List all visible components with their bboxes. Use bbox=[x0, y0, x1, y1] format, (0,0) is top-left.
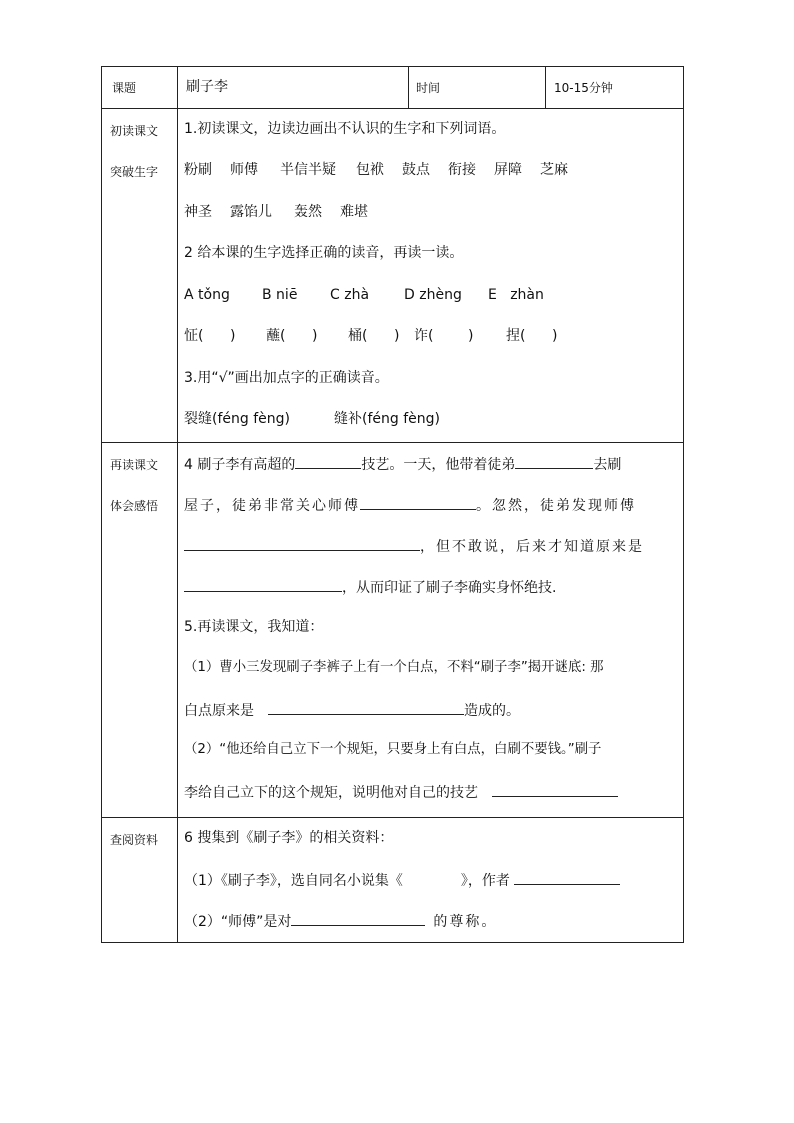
time-value: 10-15分钟 bbox=[554, 81, 613, 95]
close-paren: ) bbox=[230, 328, 236, 344]
vocab-row-2 bbox=[184, 202, 368, 222]
q4-text: 4 刷子李有高超的 bbox=[184, 457, 296, 473]
section1-content bbox=[178, 109, 683, 442]
vocab-word: 粉刷 bbox=[184, 162, 212, 178]
pinyin-option: D zhèng bbox=[404, 287, 462, 303]
char-item: 桶( bbox=[348, 328, 368, 344]
q5-text: 李给自己立下的这个规矩，说明他对自己的技艺 bbox=[184, 785, 478, 801]
answer-blank[interactable] bbox=[295, 453, 361, 469]
section2-label-line1: 再读课文 bbox=[110, 458, 159, 472]
q3-item: 缝补(féng fèng) bbox=[334, 411, 440, 427]
column-divider bbox=[545, 67, 546, 108]
section1-label-line1: 初读课文 bbox=[110, 124, 159, 138]
q6-text: （1）《刷子李》，选自同名小说集《 bbox=[184, 873, 403, 889]
vocab-word: 芝麻 bbox=[540, 162, 568, 178]
q4-text: ，但不敢说，后来才知道原来是 bbox=[420, 539, 644, 555]
answer-blank[interactable] bbox=[514, 869, 620, 885]
section2-content bbox=[178, 443, 683, 817]
close-paren: ) bbox=[552, 328, 558, 344]
q5-text: 白点原来是 bbox=[184, 703, 254, 719]
question-6: 6 搜集到《刷子李》的相关资料： bbox=[184, 830, 394, 846]
answer-blank[interactable] bbox=[184, 535, 420, 551]
section1-label-line2: 突破生字 bbox=[110, 165, 159, 179]
vocab-word: 难堪 bbox=[340, 204, 368, 220]
question-2: 2 给本课的生字选择正确的读音，再读一读。 bbox=[184, 245, 464, 261]
section3-content bbox=[178, 818, 683, 942]
pinyin-options bbox=[184, 285, 544, 305]
vocab-word: 半信半疑 bbox=[280, 162, 336, 178]
question-5-1-line2 bbox=[184, 699, 520, 719]
question-4-line2 bbox=[184, 494, 636, 514]
char-answer-row bbox=[184, 326, 557, 346]
answer-blank[interactable] bbox=[492, 781, 618, 797]
q3-item: 裂缝(féng fèng) bbox=[184, 411, 290, 427]
answer-blank[interactable] bbox=[268, 699, 464, 715]
q4-text: 屋子，徒弟非常关心师傅 bbox=[184, 498, 360, 514]
char-item: 怔( bbox=[184, 328, 204, 344]
q6-text: （2）“师傅”是对 bbox=[184, 914, 292, 930]
question-6-1 bbox=[184, 869, 620, 889]
char-item: 捏( bbox=[506, 328, 526, 344]
question-5-2-line2 bbox=[184, 781, 618, 801]
q4-text: 。忽然，徒弟发现师傅 bbox=[476, 498, 636, 514]
char-item: 诈( bbox=[414, 328, 434, 344]
question-5-2-line1: （2）“他还给自己立下一个规矩，只要身上有白点，白刷不要钱。”刷子 bbox=[184, 742, 602, 757]
question-5-1-line1: （1）曹小三发现刷子李裤子上有一个白点，不料“刷子李”揭开谜底: 那 bbox=[184, 660, 604, 675]
vocab-word: 师傅 bbox=[230, 162, 258, 178]
question-4-line1 bbox=[184, 453, 621, 473]
vocab-row-1 bbox=[184, 160, 568, 180]
vocab-word: 鼓点 bbox=[402, 162, 430, 178]
topic-value: 刷子李 bbox=[186, 79, 228, 95]
close-paren: ) bbox=[312, 328, 318, 344]
answer-blank[interactable] bbox=[515, 453, 593, 469]
topic-label: 课题 bbox=[112, 81, 137, 95]
worksheet-table bbox=[101, 66, 684, 943]
vocab-word: 露馅儿 bbox=[230, 204, 272, 220]
question-3: 3.用“√”画出加点字的正确读音。 bbox=[184, 370, 389, 386]
question-4-line3 bbox=[184, 535, 644, 555]
pinyin-option: B niē bbox=[262, 287, 298, 303]
close-paren: ) bbox=[468, 328, 474, 344]
q4-text: ，从而印证了刷子李确实身怀绝技. bbox=[342, 580, 557, 596]
time-label: 时间 bbox=[416, 81, 441, 95]
answer-blank[interactable] bbox=[184, 576, 342, 592]
vocab-word: 轰然 bbox=[294, 204, 322, 220]
answer-blank[interactable] bbox=[291, 910, 425, 926]
q6-text: 》，作者 bbox=[460, 873, 510, 889]
pinyin-option: A tǒng bbox=[184, 287, 230, 303]
vocab-word: 屏障 bbox=[494, 162, 522, 178]
q6-text: 的尊称。 bbox=[433, 914, 498, 930]
q3-items bbox=[184, 409, 440, 429]
char-item: 蘸( bbox=[266, 328, 286, 344]
q5-text: 造成的。 bbox=[464, 703, 520, 719]
question-5: 5.再读课文，我知道： bbox=[184, 619, 324, 635]
section2-label-line2: 体会感悟 bbox=[110, 499, 159, 513]
answer-blank[interactable] bbox=[360, 494, 476, 510]
vocab-word: 包袱 bbox=[356, 162, 384, 178]
pinyin-option: C zhà bbox=[330, 287, 370, 303]
vocab-word: 衔接 bbox=[448, 162, 476, 178]
q4-text: 技艺。一天，他带着徒弟 bbox=[361, 457, 516, 473]
column-divider bbox=[408, 67, 409, 108]
vocab-word: 神圣 bbox=[184, 204, 212, 220]
question-1: 1.初读课文，边读边画出不认识的生字和下列词语。 bbox=[184, 121, 506, 137]
q4-text: 去刷 bbox=[593, 457, 622, 473]
question-6-2 bbox=[184, 910, 497, 930]
pinyin-option: E zhàn bbox=[488, 287, 544, 303]
close-paren: ) bbox=[394, 328, 400, 344]
section3-label: 查阅资料 bbox=[110, 833, 159, 847]
question-4-line4 bbox=[184, 576, 556, 596]
